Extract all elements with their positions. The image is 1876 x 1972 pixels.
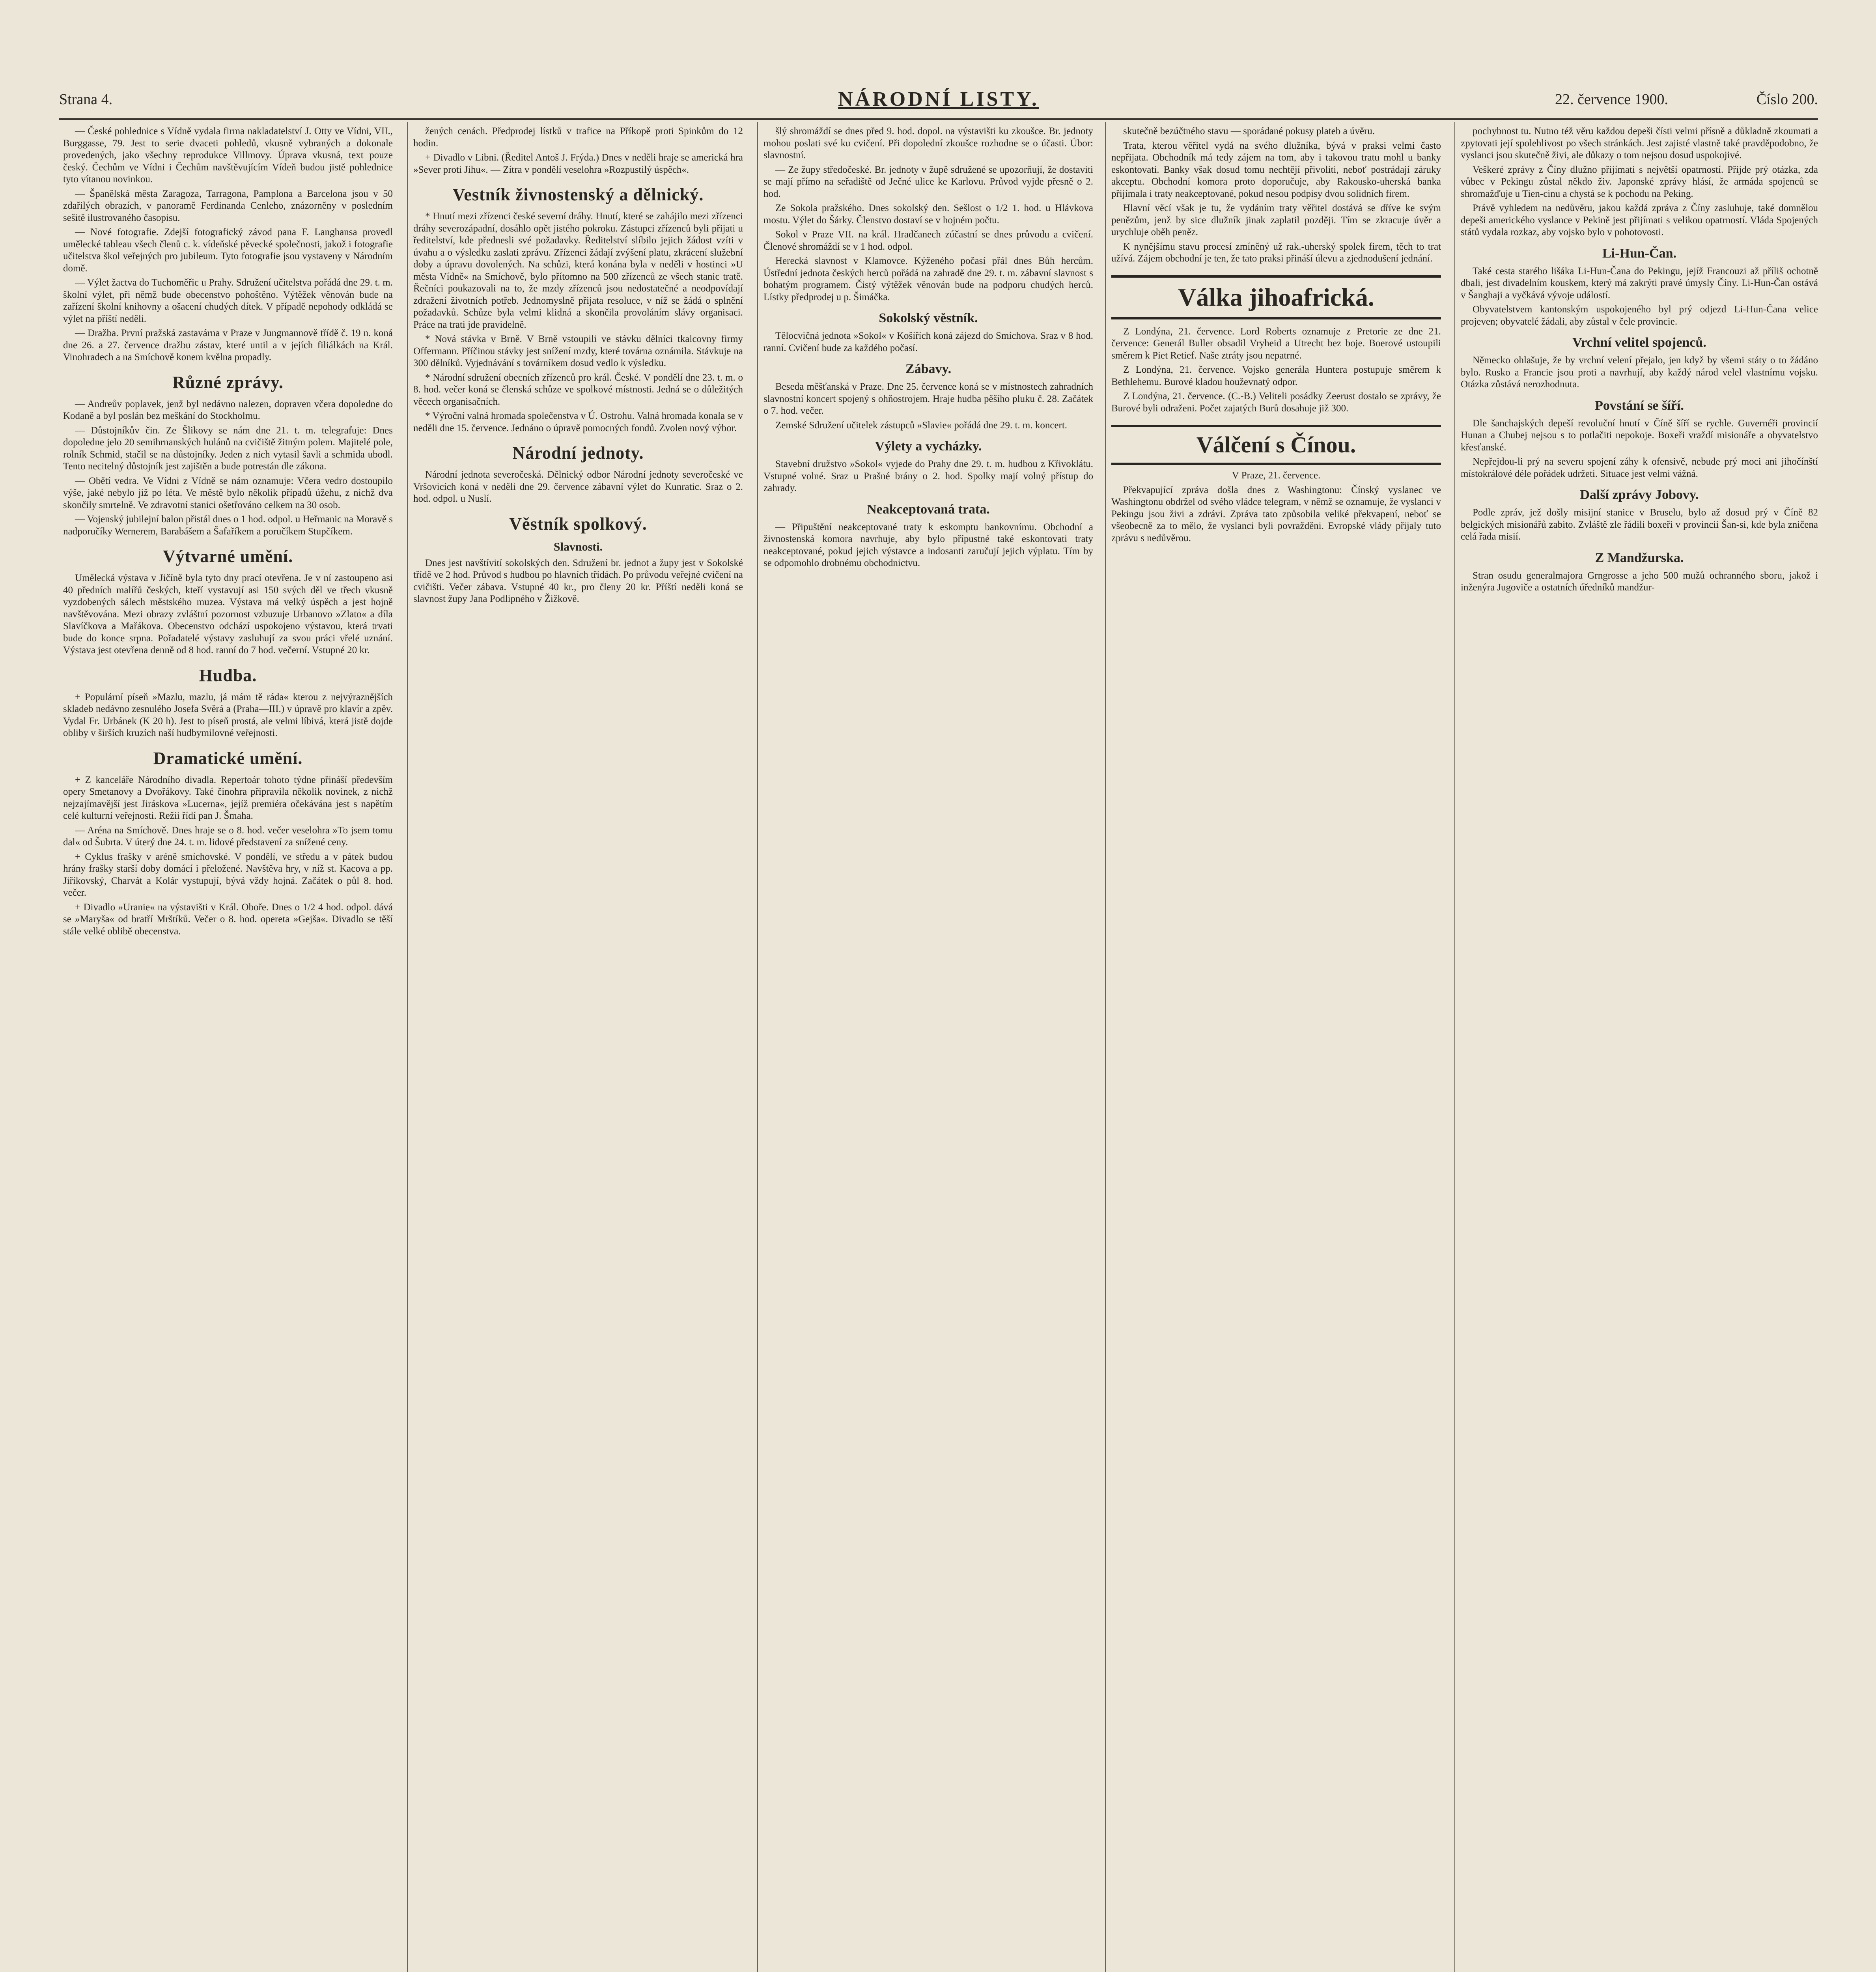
article-paragraph: — Andreův poplavek, jenž byl nedávno nalezen, dopraven včera dopoledne do Kodaně a byl poslán bez meškání do Stockholmu. [63,398,393,421]
column-1 [63,125,393,1972]
section-heading: Národní jednoty. [512,443,644,463]
article-paragraph: — Vojenský jubilejní balon přistál dnes o 1 hod. odpol. u Heřmanic na Moravě s nadporučíky Wernerem, Barabášem a Šafaříkem a poručíkem Stupčíkem. [63,514,393,537]
column-divider [1454,122,1455,1972]
article-paragraph: Sokol v Praze VII. na král. Hradčanech zúčastní se dnes průvodu a cvičení. Členové shromáždí se v 1 hod. odpol. [763,229,1093,252]
article-paragraph: Obyvatelstvem kantonským uspokojeného byl prý odjezd Li-Hun-Čana velice projeven; obyvatelé žádali, aby zůstal v čele provincie. [1461,304,1818,327]
article-paragraph: Zemské Sdružení učitelek zástupců »Slavie« pořádá dne 29. t. m. koncert. [775,420,1068,431]
section-heading: Věstník spolkový. [509,514,647,534]
article-paragraph: skutečně bezúčtného stavu — sporádané pokusy plateb a úvěru. [1123,126,1375,136]
column-4 [1111,125,1441,1972]
dateline: V Praze, 21. července. [1232,470,1321,481]
article-paragraph: — České pohlednice s Vídně vydala firma nakladatelství J. Otty ve Vídni, VII., Burggasse, 79. Jest to serie dvaceti pohledů, vkusně vybraných a dokonale provedených, jako všechny reprodukce Villmovy. Úprava vkusná, text pouze český. Čechům ve Vídni i Čechům navštěvujícím Vídeň budou jistě pohlednice tyto vítanou novinkou. [63,126,393,185]
section-heading: Dramatické umění. [153,748,303,768]
article-paragraph: — Výlet žactva do Tuchoměřic u Prahy. Sdružení učitelstva pořádá dne 29. t. m. školní výlet, při němž bude obecenstvo pohoštěno. Výtěžek věnován bude na zařízení školní knihovny a ošacení chudých dítek. V případě nepohody odkládá se výlet na příští neděli. [63,277,393,324]
section-heading: Různé zprávy. [172,372,284,392]
article-paragraph: pochybnost tu. Nutno též věru každou depeši čísti velmi přísně a důkladně zkoumati a zpytovati její spolehlivost po všech stránkách. Jest zajisté vlastně také pravděpodobno, že vyslanci jsou skutečně živi, ale důkazy o tom nejsou dosud uspokojivé. [1461,126,1818,161]
section-heading: Povstání se šíří. [1595,398,1684,413]
article-paragraph: + Divadlo »Uranie« na výstavišti v Král. Oboře. Dnes o 1/2 4 hod. odpol. dává se »Maryša« od bratří Mrštíků. Večer o 8. hod. opereta »Gejša«. Divadlo se těší stále velké oblibě obecenstva. [63,902,393,937]
article-paragraph: Z Londýna, 21. července. (C.-B.) Veliteli posádky Zeerust dostalo se zprávy, že Burové byli odraženi. Počet zajatých Burů dosahuje již 300. [1111,391,1441,414]
masthead: NÁRODNÍ LISTY. [838,88,1039,110]
article-paragraph: + Divadlo v Libni. (Ředitel Antoš J. Frýda.) Dnes v neděli hraje se americká hra »Sever proti Jihu«. — Zítra v pondělí veselohra »Rozpustilý úspěch«. [413,152,743,175]
article-paragraph: Překvapující zpráva došla dnes z Washingtonu: Čínský vyslanec ve Washingtonu obdržel od svého vládce telegram, v němž se oznamuje, že vyslanci v Pekingu jsou živi a zdrávi. Zpráva tato způsobila veliké překvapení, neboť se všeobecně za to mělo, že vyslanci byli povražděni. Evropské vlády přijaly tuto zprávu s nedůvěrou. [1111,484,1441,543]
article-paragraph: — Dražba. První pražská zastavárna v Praze v Jungmannově třídě č. 19 n. koná dne 26. a 27. července dražbu zástav, které until a v jejích filiálkách na Král. Vinohradech a na Smíchově konem kvělna propadly. [63,328,393,362]
article-paragraph: Stavební družstvo »Sokol« vyjede do Prahy dne 29. t. m. hudbou z Křivoklátu. Vstupné volné. Sraz u Prašné brány o 2. hod. Spolky mají volný přístup do zahrady. [763,459,1093,493]
article-paragraph: — Španělská města Zaragoza, Tarragona, Pamplona a Barcelona jsou v 50 zdařilých obrazích, v panoramě Ferdinanda Cenleho, znázorněny v posledním sešitě ilustrovaného časopisu. [63,188,393,223]
column-divider [757,122,758,1972]
article-paragraph: Dle šanchajských depeší revoluční hnutí v Číně šíří se rychle. Guvernéři provincií Hunan a Chubej nejsou s to potlačiti nepokoje. Boxeři vraždí misionáře a obyvatelstvo křesťanské. [1461,418,1818,453]
article-paragraph: — Nové fotografie. Zdejší fotografický závod pana F. Langhansa provedl umělecké tableau všech členů c. k. vídeňské pěvecké společnosti, jakož i fotografie učitelstva škol veřejných pro jubileum. Tyto fotografie jsou vystaveny v Národním domě. [63,227,393,274]
article-paragraph: Právě vyhledem na nedůvěru, jakou každá zpráva z Číny zasluhuje, také domnělou depeši amerického vyslance v Pekině jest přijímati s velikou opatrností. Vláda Spojených států vydala rozkaz, aby vojsko bylo v pohotovosti. [1461,203,1818,237]
article-paragraph: — Ze župy středočeské. Br. jednoty v župě sdružené se upozorňují, že dostaviti se mají přímo na seřadiště od Ječné ulice ke Karlovu. Průvod vyjde přesně o 2. hod. [763,164,1093,199]
section-heading: Vrchní velitel spojenců. [1572,335,1706,350]
subsection-heading: Slavnosti. [553,540,603,553]
article-paragraph: K nynějšímu stavu procesí zmíněný už rak.-uherský spolek firem, těch to trat užívá. Zájem obchodní je ten, že tato praksi přináší úlevu a zjednodušení jednání. [1111,241,1441,264]
article-paragraph: * Národní sdružení obecních zřízenců pro král. České. V pondělí dne 23. t. m. o 8. hod. večer koná se členská schůze ve spolkové místnosti. Jedná se o důležitých věcech organisačních. [413,372,743,407]
article-paragraph: Podle zpráv, jež došly misijní stanice v Bruselu, bylo až dosud prý v Číně 82 belgických misionářů zabito. Zvláště zle řádili boxeři v provincii Šan-si, kde byla zničena celá řada misií. [1461,507,1818,542]
column-divider [407,122,408,1972]
article-paragraph: — Obětí vedra. Ve Vídni z Vídně se nám oznamuje: Včera vedro dostoupilo výše, jaké nebylo již po léta. Ve městě bylo několik případů úžehu, z nichž dva skončily smrtelně. Ve zdravotní stanici ošetřováno celkem na 30 osob. [63,475,393,510]
article-paragraph: * Nová stávka v Brně. V Brně vstoupili ve stávku dělníci tkalcovny firmy Offermann. Příčinou stávky jest snížení mzdy, které továrna oznámila. Stávkuje na 300 dělníků. Vyjednávání s továrníkem dosud vedlo k výsledku. [413,334,743,368]
article-paragraph: * Výroční valná hromada společenstva v Ú. Ostrohu. Valná hromada konala se v neděli dne 15. července. Jednáno o úpravě pomocných fondů. Zvolen nový výbor. [413,411,743,433]
section-heading: Výtvarné umění. [162,547,293,566]
article-paragraph: Z Londýna, 21. července. Lord Roberts oznamuje z Pretorie ze dne 21. července: Generál Buller obsadil Vryheid a Utrecht bez boje. Boerové ustoupili směrem k Piet Retief. Naše ztráty jsou nepatrné. [1111,326,1441,361]
column-5 [1461,125,1818,1972]
article-paragraph: Herecká slavnost v Klamovce. Kýženého počasí přál dnes Bůh hercům. Ústřední jednota českých herců pořádá na zahradě dne 29. t. m. zábavní slavnost s bohatým programem. Čistý výtěžek věnován bude na podporu chudých herců. Lístky předprodej u p. Šimáčka. [763,256,1093,303]
article-paragraph: + Z kanceláře Národního divadla. Repertoár tohoto týdne přináší především opery Smetanovy a Dvořákovy. Také činohra připravila několik novinek, z nichž nejzajímavější jest Jiráskova »Lucerna«, jejíž premiéra očekávána jest s napětím celé kulturní veřejnosti. Režii řídí pan J. Šmaha. [63,774,393,821]
article-paragraph: Také cesta starého lišáka Li-Hun-Čana do Pekingu, jejíž Francouzi až příliš ochotně dbali, jest divadelním kouskem, který má zakrýti pravé úmysly Číny. Li-Hun-Čan ostává v Šanghaji a vyčkává vývoje událostí. [1461,265,1818,301]
issue-date: 22. července 1900. [1555,91,1668,108]
article-paragraph: Beseda měšťanská v Praze. Dne 25. července koná se v místnostech zahradních slavnostní koncert spojený s ohňostrojem. Hraje hudba pěšího pluku č. 28. Začátek o 7. hod. večer. [763,381,1093,416]
section-heading: Zábavy. [905,362,952,376]
boxed-headline: Válka jihoafrická. [1111,275,1441,319]
article-paragraph: Trata, kterou věřitel vydá na svého dlužníka, bývá v praksi velmi často nepřijata. Obchodník má tedy zájem na tom, aby i takovou tratu mohl u banky eskontovati. Banky však dosud tomu nechtějí přivoliti, neboť postrádají záruky akceptu. Obchodní komora proto doporučuje, aby Rakousko-uherská banka přijímala i traty neakceptované, pokud nesou podpisy dvou solidních firem. [1111,140,1441,199]
section-heading: Li-Hun-Čan. [1602,246,1676,261]
section-heading: Z Mandžurska. [1595,550,1684,565]
article-paragraph: Německo ohlašuje, že by vrchní velení přejalo, jen když by všemi státy o to žádáno bylo. Rusko a Francie jsou proti a navrhují, aby každý národ velel vlastnímu vojsku. Otázka zůstává nerozhodnuta. [1461,355,1818,390]
issue-number: Číslo 200. [1756,91,1818,108]
boxed-headline: Válčení s Čínou. [1111,425,1441,465]
section-heading: Neakceptovaná trata. [867,502,990,517]
section-heading: Vestník živnostenský a dělnický. [452,185,704,204]
article-paragraph: — Připuštění neakceptované traty k eskomptu bankovnímu. Obchodní a živnostenská komora navrhuje, aby bylo přípustné také eskontovati traty neakceptované, pokud jejich výstavce a indosanti zaručují jejich výplatu. Tím by se odpomohlo drobnému obchodnictvu. [763,521,1093,568]
article-paragraph: * Hnutí mezi zřízenci české severní dráhy. Hnutí, které se zahájilo mezi zřízenci dráhy severozápadní, dosáhlo opět jistého pokroku. Zástupci zřízenců byli přijati u ředitelství, kde přednesli své požadavky. Ředitelství slíbilo jejich žádost vzíti v úvahu a o výsledku zaslati zprávu. Zřízenci žádají zvýšení platu, zkrácení služební doby a úpravu dovolených. Na schůzi, která konána byla v neděli v hostinci »U města Vídně« na Smíchově, bylo přítomno na 500 zřízenců ze všech stanic tratě. Řečníci poukazovali na to, že mzdy zřízenců jsou nedostatečné a neodpovídají zdražení životních potřeb. Jednomyslně přijata resoluce, v níž se žádá o splnění požadavků. Schůze byla velmi klidná a skončila provoláním slávy organisaci. Práce na trati jde pravidelně. [413,211,743,330]
column-divider [1105,122,1106,1972]
section-heading: Výlety a vycházky. [875,439,982,454]
section-heading: Hudba. [199,665,257,685]
article-paragraph: Hlavní věcí však je tu, že vydáním traty věřitel dostává se dříve ke svým penězům, jenž by sice dlužník jinak zaplatil později. Tím se zkracuje úvěr a urychluje oběh peněz. [1111,203,1441,237]
column-2 [413,125,743,1972]
page-number: Strana 4. [59,91,113,108]
article-paragraph: Nepřejdou-li prý na severu spojení záhy k ofensivě, nebude prý moci ani jihočínští místokrálové déle pořádek udržeti. Situace jest velmi vážná. [1461,456,1818,479]
article-paragraph: Stran osudu generalmajora Grngrosse a jeho 500 mužů ochranného sboru, jakož i inženýra Jugoviče a ostatních úředníků mandžur- [1461,570,1818,593]
article-paragraph: Veškeré zprávy z Číny dlužno přijímati s největší opatrností. Přijde prý otázka, zda vůbec v Pekingu zůstal někdo živ. Japonské zprávy hlásí, že armáda spojenců se shromažďuje u Tien-cinu a chystá se k pochodu na Peking. [1461,164,1818,199]
section-heading: Další zprávy Jobovy. [1580,487,1699,502]
article-paragraph: Tělocvičná jednota »Sokol« v Košířích koná zájezd do Smíchova. Sraz v 8 hod. ranní. Cvičení bude za každého počasí. [763,331,1093,353]
article-paragraph: + Cyklus frašky v aréně smíchovské. V pondělí, ve středu a v pátek budou hrány frašky starší doby domácí i přeložené. Navštěva hry, v níž st. Kacova a pp. Jiříkovský, Charvát a Kolár vystupují, bývá vždy hojná. Začátek o půl 8. hod. večer. [63,851,393,898]
article-paragraph: Z Londýna, 21. července. Vojsko generála Huntera postupuje směrem k Bethlehemu. Burové kladou houževnatý odpor. [1111,364,1441,387]
section-heading: Sokolský věstník. [879,311,978,325]
header-rule [59,118,1818,120]
running-header [59,88,1818,123]
column-3 [763,125,1093,1972]
article-paragraph: Ze Sokola pražského. Dnes sokolský den. Sešlost o 1/2 1. hod. u Hlávkova mostu. Výlet do Šárky. Členstvo dostaví se v hojném počtu. [763,203,1093,226]
article-paragraph: Dnes jest navštívití sokolských den. Sdružení br. jednot a župy jest v Sokolské třídě ve 2 hod. Průvod s hudbou po hlavních třídách. Po průvodu veřejné cvičení na cvičišti. Večer zábava. Vstupné 40 kr., pro členy 20 kr. Příští neděli koná se slavnost župy Jana Podlipného v Žižkově. [413,557,743,604]
article-paragraph: — Aréna na Smíchově. Dnes hraje se o 8. hod. večer veselohra »To jsem tomu dal« od Šubrta. V úterý dne 24. t. m. lidové představení za snížené ceny. [63,825,393,848]
article-paragraph: žených cenách. Předprodej lístků v trafice na Příkopě proti Spinkům do 12 hodin. [413,126,743,149]
article-paragraph: šlý shromáždí se dnes před 9. hod. dopol. na výstavišti ku zkoušce. Br. jednoty mohou poslati své ku cvičení. Při dopolední zkoušce rozhodne se o účasti. Úbor: slavnostní. [763,126,1093,161]
article-paragraph: Národní jednota severočeská. Dělnický odbor Národní jednoty severočeské ve Vršovicích koná v neděli dne 29. července zábavní výlet do Kunratic. Sraz o 2. hod. odpol. u Nuslí. [413,469,743,504]
article-paragraph: Umělecká výstava v Jičíně byla tyto dny prací otevřena. Je v ní zastoupeno asi 40 předních malířů českých, kteří vystavují asi 150 svých děl ve třech vkusně vyzdobených sálech městského muzea. Výstava má velký úspěch a jest hojně navštěvována. Mezi obrazy zvláštní pozornost vzbuzuje Urbanovo »Zlato« a díla Slavíčkova a Mařákova. Obecenstvo odchází uspokojeno výstavou, která trvati bude do konce srpna. Pořadatelé výstavy zasluhují za svou práci vřelé uznání. Výstava jest otevřena denně od 8 hod. ranní do 7 hod. večerní. Vstupné 20 kr. [63,573,393,655]
article-paragraph: + Populární píseň »Mazlu, mazlu, já mám tě ráda« kterou z nejvýraznějších skladeb nedávno zesnulého Josefa Svěrá a (Praha—III.) v úpravě pro klavír a zpěv. Vydal Fr. Urbánek (K 20 h). Jest to píseň prostá, ale velmi líbivá, která jistě dojde obliby v širších kruzích naší hudbymilovné veřejnosti. [63,691,393,738]
article-paragraph: — Důstojníkův čin. Ze Šlikovy se nám dne 21. t. m. telegrafuje: Dnes dopoledne jelo 20 semihrnanských hulánů na cvičiště žitným polem. Majitelé pole, rolník Schmid, stačil se na důstojníky. Jeden z nich vytasil šavli a schmida ubodl. Tento necitelný důstojník jest zajištěn a bude potrestán dle zákona. [63,425,393,472]
